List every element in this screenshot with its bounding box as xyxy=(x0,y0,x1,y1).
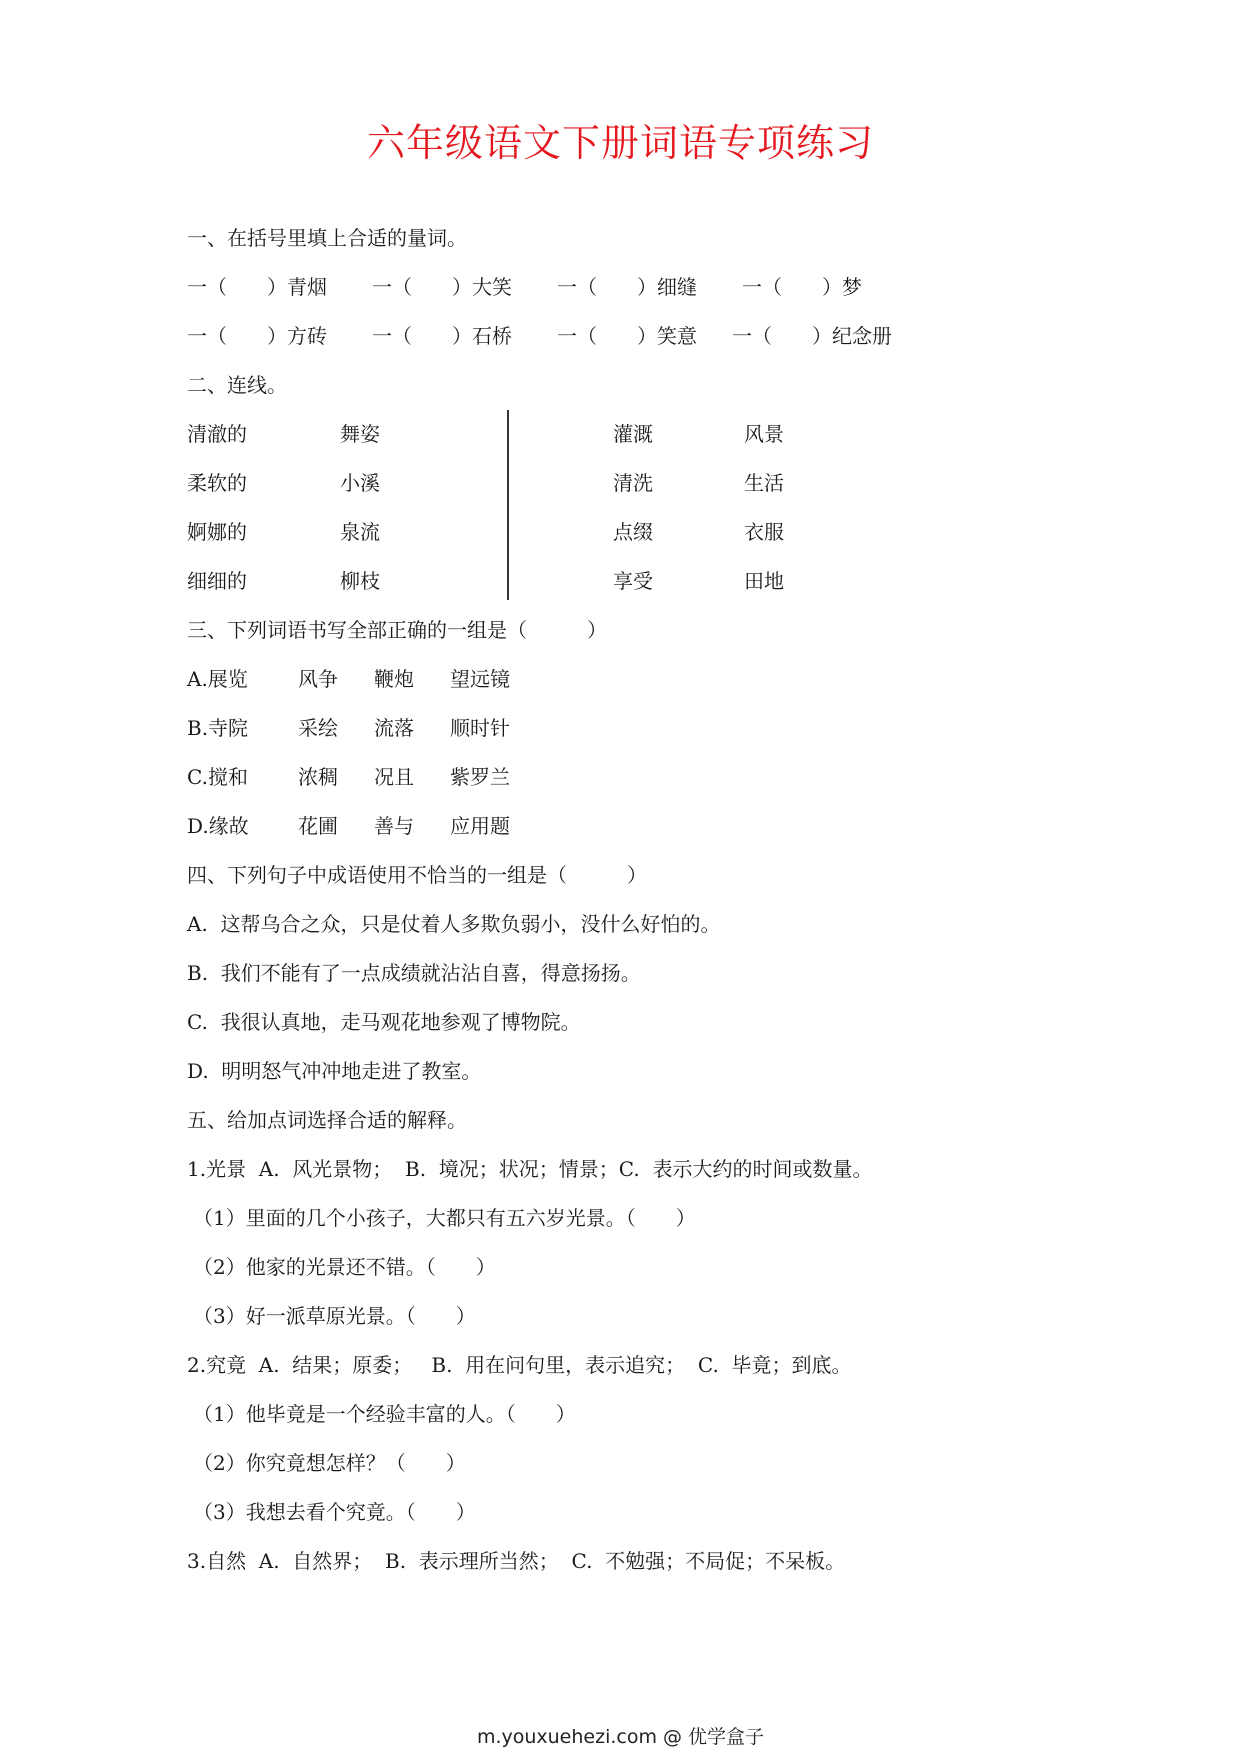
definition-question-stem: 2.究竟 A. 结果；原委； B. 用在问句里，表示追究； C. 毕竟；到底。 xyxy=(187,1353,852,1377)
option-word: 流落 xyxy=(374,716,414,740)
matching-word: 生活 xyxy=(744,471,784,495)
section2-heading: 二、连线。 xyxy=(187,373,287,397)
option-word: 望远镜 xyxy=(450,667,510,691)
measure-word-item: 一（ ）青烟 xyxy=(187,275,327,299)
definition-question-stem: 1.光景 A. 风光景物； B. 境况；状况；情景；C. 表示大约的时间或数量。 xyxy=(187,1157,873,1181)
measure-word-item: 一（ ）石桥 xyxy=(372,324,512,348)
option-word: C.搅和 xyxy=(187,765,248,789)
definition-question-item: （3）好一派草原光景。（ ） xyxy=(193,1304,476,1328)
section1-heading: 一、在括号里填上合适的量词。 xyxy=(187,226,467,250)
footer-watermark: m.youxuehezi.com @ 优学盒子 xyxy=(476,1726,765,1748)
matching-word: 田地 xyxy=(744,569,784,593)
option-word: 采绘 xyxy=(298,716,338,740)
option-word: A.展览 xyxy=(187,667,248,691)
option-word: B.寺院 xyxy=(187,716,249,740)
matching-word: 清澈的 xyxy=(187,422,247,446)
idiom-option: A. 这帮乌合之众，只是仗着人多欺负弱小，没什么好怕的。 xyxy=(187,912,721,936)
option-word: 应用题 xyxy=(450,814,510,838)
option-word: 顺时针 xyxy=(450,716,510,740)
measure-word-item: 一（ ）笑意 xyxy=(557,324,697,348)
matching-word: 衣服 xyxy=(744,520,784,544)
definition-question-item: （2）你究竟想怎样？（ ） xyxy=(193,1451,466,1475)
measure-word-item: 一（ ）方砖 xyxy=(187,324,327,348)
section3-heading: 三、下列词语书写全部正确的一组是（ ） xyxy=(187,618,607,642)
measure-word-item: 一（ ）大笑 xyxy=(372,275,512,299)
option-word: 况且 xyxy=(374,765,414,789)
option-word: 鞭炮 xyxy=(374,667,414,691)
option-word: 风争 xyxy=(298,667,338,691)
definition-question-item: （1）他毕竟是一个经验丰富的人。（ ） xyxy=(193,1402,576,1426)
matching-word: 享受 xyxy=(613,569,653,593)
definition-question-item: （1）里面的几个小孩子，大都只有五六岁光景。（ ） xyxy=(193,1206,696,1230)
matching-word: 点缀 xyxy=(613,520,653,544)
matching-word: 柔软的 xyxy=(187,471,247,495)
measure-word-item: 一（ ）梦 xyxy=(742,275,862,299)
matching-word: 舞姿 xyxy=(340,422,380,446)
matching-divider xyxy=(507,410,509,600)
idiom-option: D. 明明怒气冲冲地走进了教室。 xyxy=(187,1059,482,1083)
option-word: D.缘故 xyxy=(187,814,249,838)
option-word: 善与 xyxy=(374,814,414,838)
matching-word: 小溪 xyxy=(340,471,380,495)
matching-word: 清洗 xyxy=(613,471,653,495)
option-word: 浓稠 xyxy=(298,765,338,789)
matching-word: 细细的 xyxy=(187,569,247,593)
matching-word: 风景 xyxy=(744,422,784,446)
definition-question-stem: 3.自然 A. 自然界； B. 表示理所当然； C. 不勉强；不局促；不呆板。 xyxy=(187,1549,846,1573)
page-title: 六年级语文下册词语专项练习 xyxy=(366,121,874,165)
measure-word-item: 一（ ）纪念册 xyxy=(732,324,892,348)
idiom-option: C. 我很认真地，走马观花地参观了博物院。 xyxy=(187,1010,581,1034)
matching-word: 婀娜的 xyxy=(187,520,247,544)
option-word: 紫罗兰 xyxy=(450,765,510,789)
option-word: 花圃 xyxy=(298,814,338,838)
matching-word: 灌溉 xyxy=(613,422,653,446)
measure-word-item: 一（ ）细缝 xyxy=(557,275,697,299)
idiom-option: B. 我们不能有了一点成绩就沾沾自喜，得意扬扬。 xyxy=(187,961,641,985)
definition-question-item: （2）他家的光景还不错。（ ） xyxy=(193,1255,496,1279)
matching-word: 泉流 xyxy=(340,520,380,544)
section5-heading: 五、给加点词选择合适的解释。 xyxy=(187,1108,467,1132)
section4-heading: 四、下列句子中成语使用不恰当的一组是（ ） xyxy=(187,863,647,887)
definition-question-item: （3）我想去看个究竟。（ ） xyxy=(193,1500,476,1524)
matching-word: 柳枝 xyxy=(340,569,380,593)
